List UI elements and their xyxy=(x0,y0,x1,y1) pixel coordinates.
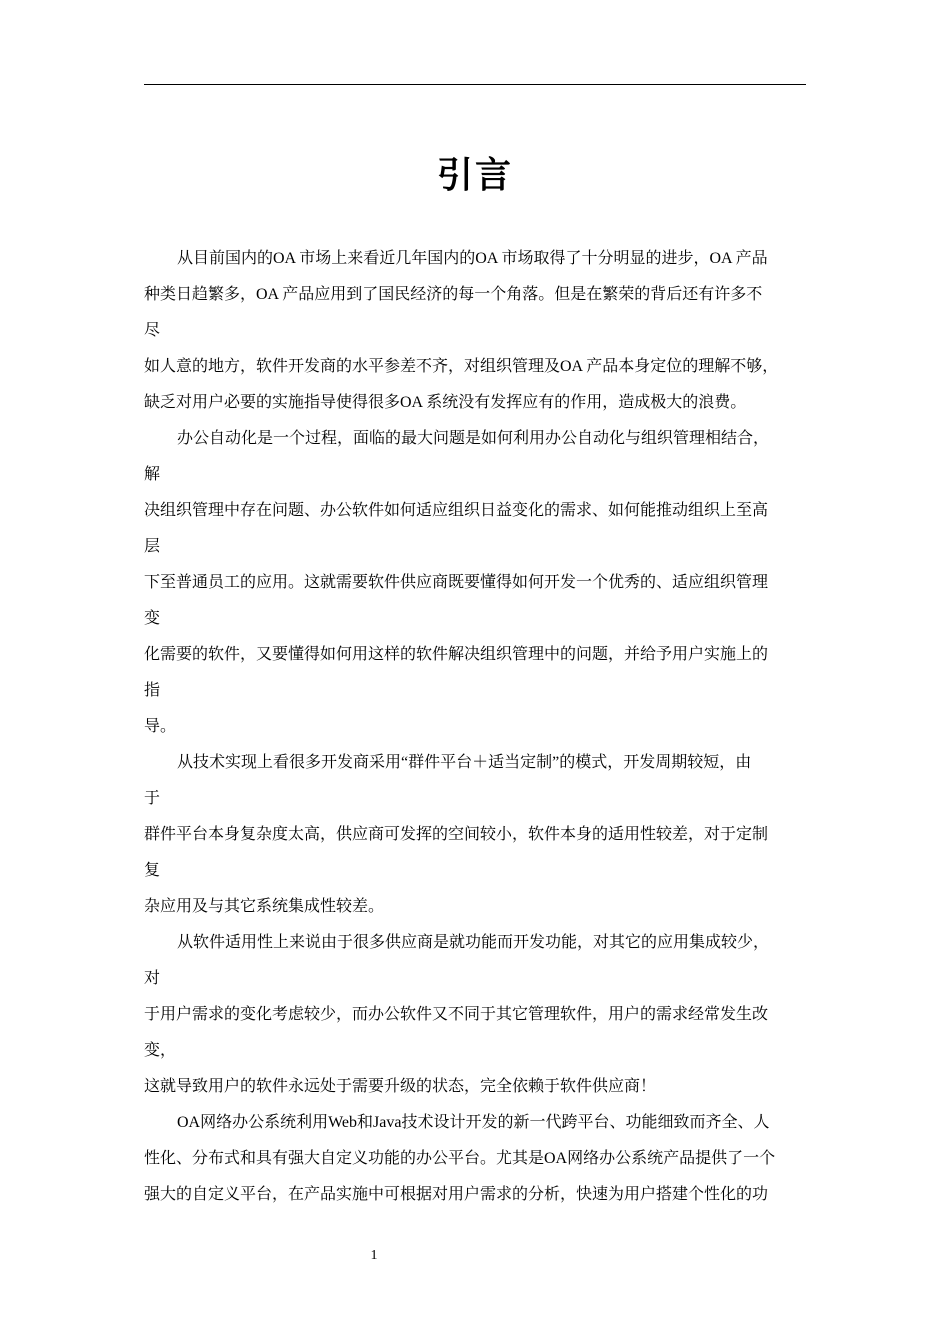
text-line: 复 xyxy=(144,862,161,879)
page-number: 1 xyxy=(370,1248,378,1263)
text-line: 化需要的软件，又要懂得如何用这样的软件解决组织管理中的问题，并给予用户实施上的 xyxy=(144,646,769,663)
text-line: 变 xyxy=(144,610,161,627)
text-line: 解 xyxy=(144,466,161,483)
text-line: 强大的自定义平台，在产品实施中可根据对用户需求的分析，快速为用户搭建个性化的功 xyxy=(144,1186,769,1203)
text-line: 对 xyxy=(144,970,161,987)
text-line: 决组织管理中存在问题、办公软件如何适应组织日益变化的需求、如何能推动组织上至高 xyxy=(144,502,769,519)
text-line: 这就导致用户的软件永远处于需要升级的状态，完全依赖于软件供应商！ xyxy=(144,1078,657,1095)
text-line: 办公自动化是一个过程，面临的最大问题是如何利用办公自动化与组织管理相结合， xyxy=(177,430,770,447)
text-line: 缺乏对用户必要的实施指导使得很多OA 系统没有发挥应有的作用，造成极大的浪费。 xyxy=(144,394,747,411)
text-line: 导。 xyxy=(144,718,177,735)
text-line: 从目前国内的OA 市场上来看近几年国内的OA 市场取得了十分明显的进步，OA 产品 xyxy=(177,250,768,267)
text-line: 从软件适用性上来说由于很多供应商是就功能而开发功能，对其它的应用集成较少， xyxy=(177,934,770,951)
text-line: 尽 xyxy=(144,322,161,339)
text-line: OA网络办公系统利用Web和Java技术设计开发的新一代跨平台、功能细致而齐全、人 xyxy=(177,1114,770,1131)
text-line: 种类日趋繁多，OA 产品应用到了国民经济的每一个角落。但是在繁荣的背后还有许多不 xyxy=(144,286,763,303)
text-line: 从技术实现上看很多开发商采用“群件平台＋适当定制”的模式，开发周期较短，由 xyxy=(177,754,752,771)
header-rule xyxy=(144,84,806,85)
body-text xyxy=(144,241,806,1213)
page-title: 引言 xyxy=(436,155,513,196)
text-line: 如人意的地方，软件开发商的水平参差不齐，对组织管理及OA 产品本身定位的理解不够， xyxy=(144,358,779,375)
text-line: 性化、分布式和具有强大自定义功能的办公平台。尤其是OA网络办公系统产品提供了一个 xyxy=(144,1150,776,1167)
text-line: 变， xyxy=(144,1042,177,1059)
text-line: 下至普通员工的应用。这就需要软件供应商既要懂得如何开发一个优秀的、适应组织管理 xyxy=(144,574,769,591)
text-line: 指 xyxy=(144,682,161,699)
text-line: 杂应用及与其它系统集成性较差。 xyxy=(144,898,385,915)
text-line: 群件平台本身复杂度太高，供应商可发挥的空间较小，软件本身的适用性较差，对于定制 xyxy=(144,826,769,843)
text-line: 于用户需求的变化考虑较少，而办公软件又不同于其它管理软件，用户的需求经常发生改 xyxy=(144,1006,769,1023)
text-line: 层 xyxy=(144,538,161,555)
text-line: 于 xyxy=(144,790,161,807)
